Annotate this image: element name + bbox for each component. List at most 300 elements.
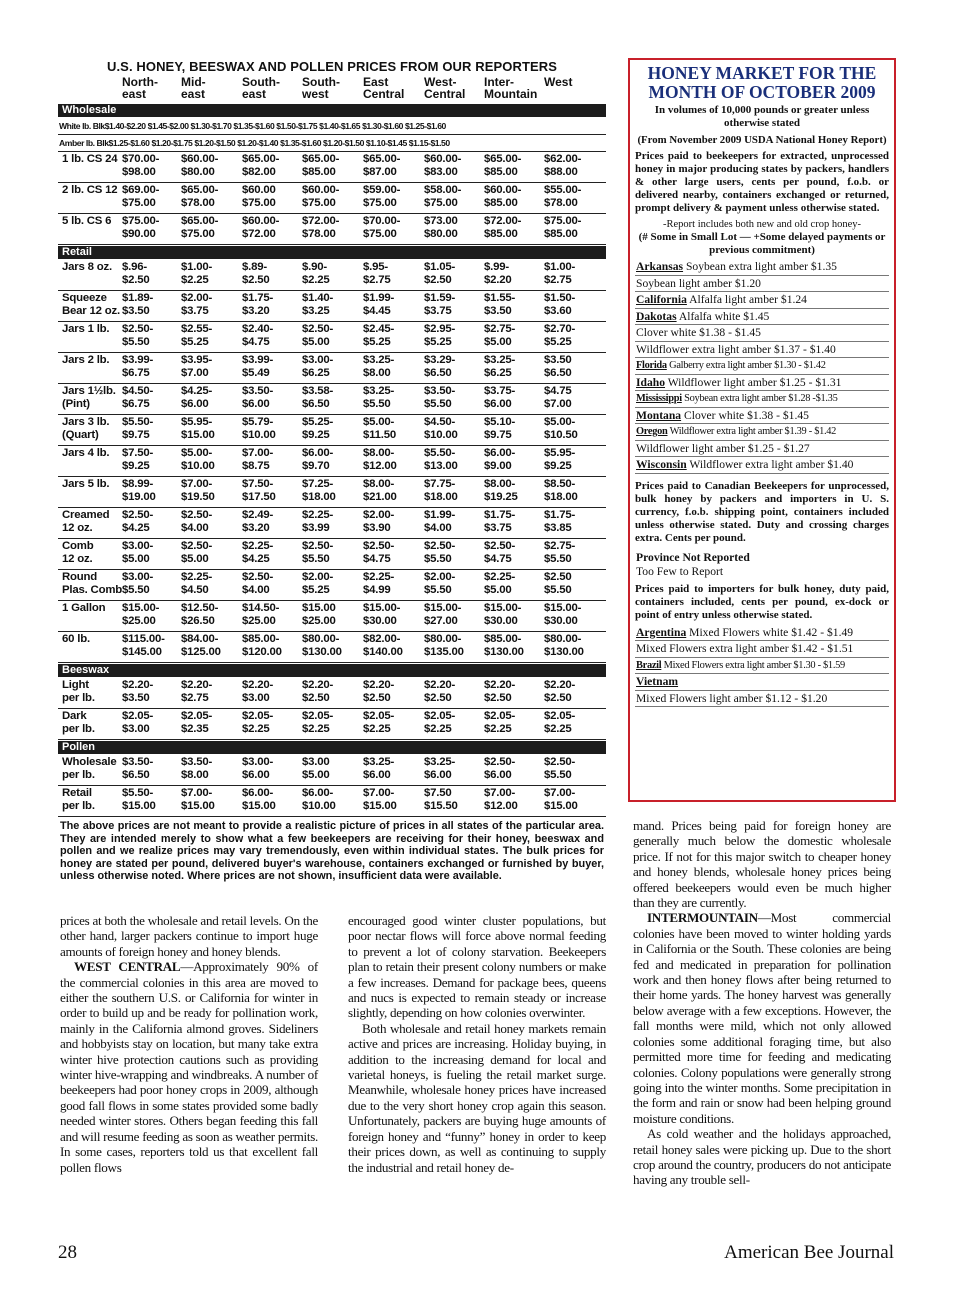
price-high: $2.50 — [122, 273, 150, 286]
price-high: $78.00 — [544, 196, 578, 209]
row-label-line: Jars 2 lb. — [62, 354, 110, 366]
price-low: $8.00- — [363, 478, 395, 490]
price-cell — [363, 679, 394, 704]
row-label-line: Light — [62, 679, 89, 691]
price-high: $4.25 — [122, 521, 150, 534]
row-label — [62, 354, 109, 367]
price-cell — [544, 571, 572, 596]
row-label-line: per lb. — [62, 768, 95, 781]
column-header: Inter- Mountain — [484, 75, 538, 101]
domestic-price-list — [635, 259, 889, 474]
price-high: $130.00 — [302, 645, 342, 658]
price-high: $4.00 — [181, 521, 209, 534]
price-low: $2.05- — [424, 710, 456, 722]
price-high: $6.00 — [484, 768, 512, 781]
region-name: Argentina — [636, 625, 687, 639]
market-price-line — [635, 391, 889, 408]
price-high: $5.49 — [242, 366, 270, 379]
price-cell — [122, 447, 153, 472]
table-column-headers — [58, 75, 606, 103]
price-high: $9.70 — [302, 459, 330, 472]
price-cell — [242, 679, 273, 704]
price-low: $2.55- — [181, 323, 213, 335]
price-high: $6.50 — [302, 397, 330, 410]
region-heading: WEST CENTRAL — [74, 959, 181, 975]
row-label — [62, 153, 117, 166]
price-cell — [484, 478, 518, 503]
price-low: $2.40- — [242, 323, 274, 335]
table-row — [58, 709, 606, 740]
region-name: Montana — [636, 408, 682, 422]
price-cell — [181, 447, 215, 472]
price-cell — [424, 323, 455, 348]
price-high: $2.50 — [544, 691, 572, 704]
price-low: $2.50 — [544, 571, 572, 583]
section-header-pollen: Pollen — [58, 741, 606, 754]
price-low: $2.20- — [484, 679, 516, 691]
table-row — [58, 539, 606, 570]
price-cell — [181, 292, 212, 317]
table-title: U.S. HONEY, BEESWAX AND POLLEN PRICES FROM OUR REPORTERS — [106, 59, 558, 74]
row-label — [62, 478, 109, 491]
column-header: South- west — [302, 75, 340, 101]
price-high: $2.25 — [242, 722, 270, 735]
price-cell — [242, 633, 282, 658]
price-high: $15.00 — [122, 799, 156, 812]
price-low: $2.05- — [122, 710, 154, 722]
import-price-list — [635, 625, 889, 708]
price-low: $2.50- — [484, 540, 516, 552]
price-low: $3.99- — [242, 354, 274, 366]
price-cell — [181, 416, 215, 441]
price-cell — [363, 571, 394, 596]
article-paragraph: Both wholesale and retail honey markets remain active and prices are increasing. Holiday buying, in addition to the increasing demand for local and varietal honeys, is fueling the retail market surge. Meanwhile, wholesale honey prices have increased due to the very short honey crop again this season. Unfortunately, packers are buying huge amounts of foreign honey and “funny” honey in order to keep their prices down, as well as continuing to supply the industrial and retail honey de- — [348, 1020, 606, 1175]
price-cell — [181, 540, 212, 565]
price-low: $7.25- — [302, 478, 334, 490]
column-header: South- east — [242, 75, 280, 101]
price-low: $2.20- — [302, 679, 334, 691]
row-label — [62, 540, 93, 565]
price-high: $98.00 — [122, 165, 156, 178]
price-low: $2.05- — [242, 710, 274, 722]
price-low: $2.00- — [424, 571, 456, 583]
price-cell — [363, 416, 396, 441]
report-source: (From November 2009 USDA National Honey Report) — [637, 134, 887, 146]
price-cell — [484, 153, 521, 178]
price-cell — [181, 323, 212, 348]
price-low: $3.29- — [424, 354, 456, 366]
price-high: $3.50 — [122, 691, 150, 704]
price-high: $5.00 — [302, 335, 330, 348]
market-price-line — [635, 625, 889, 642]
price-low: $2.20- — [181, 679, 213, 691]
price-low: $2.00- — [363, 509, 395, 521]
row-label-line: 2 lb. CS 12 — [62, 184, 118, 196]
price-high: $5.50 — [544, 583, 572, 596]
price-cell — [242, 292, 273, 317]
price-low: $60.00- — [302, 184, 340, 196]
row-label: White lb. Blk — [59, 121, 105, 131]
price-high: $3.50 — [122, 304, 150, 317]
price-low: $7.00- — [181, 787, 213, 799]
price-cell — [122, 215, 159, 240]
price-high: $10.00 — [424, 428, 458, 441]
price-high: $90.00 — [122, 227, 156, 240]
price-cell — [181, 679, 212, 704]
price-low: $4.50- — [424, 416, 456, 428]
region-name: Idaho — [636, 375, 666, 389]
price-cell — [302, 710, 333, 735]
price-cell — [424, 416, 458, 441]
price-text: Wildflower extra light amber $1.40 — [686, 458, 854, 471]
price-cell — [122, 292, 153, 317]
price-low: $2.50- — [363, 540, 395, 552]
price-high: $15.00 — [363, 799, 397, 812]
price-low: $15.00- — [544, 602, 582, 614]
price-low: $80.00- — [424, 633, 462, 645]
price-low: $2.20- — [424, 679, 456, 691]
price-high: $5.00 — [302, 768, 330, 781]
price-high: $75.00 — [181, 227, 215, 240]
price-low: $60.00- — [424, 153, 462, 165]
table-row — [58, 118, 606, 135]
price-cell — [302, 184, 339, 209]
volume-note: In volumes of 10,000 pounds or greater unless otherwise stated — [654, 104, 870, 129]
price-cell — [181, 509, 212, 534]
price-cell — [544, 540, 575, 565]
row-label-line: Jars 8 oz. — [62, 261, 112, 273]
price-low: $2.00- — [302, 571, 334, 583]
price-cell — [242, 540, 273, 565]
price-cell — [484, 540, 515, 565]
price-low: $5.50- — [122, 416, 154, 428]
price-cell — [242, 602, 279, 627]
price-low: $60.00- — [242, 215, 280, 227]
article-paragraph: prices at both the wholesale and retail levels. On the other hand, larger packers continue to import huge amounts of foreign honey and honey blends. — [60, 913, 318, 959]
price-high: $9.25 — [544, 459, 572, 472]
price-low: $58.00- — [424, 184, 462, 196]
price-high: $80.00 — [424, 227, 458, 240]
price-cell: $1.40-$1.65 — [319, 121, 361, 131]
price-cell — [424, 261, 455, 286]
price-high: $75.00 — [424, 196, 458, 209]
article-column-2 — [348, 913, 606, 1175]
price-high: $7.00 — [181, 366, 209, 379]
price-low: $3.95- — [181, 354, 213, 366]
price-text: Galberry extra light amber $1.30 - $1.42 — [666, 360, 826, 371]
price-high: $6.00 — [363, 768, 391, 781]
price-cell — [181, 710, 212, 735]
price-text: Mixed Flowers light amber $1.12 - $1.20 — [636, 691, 828, 705]
price-low: $5.00- — [544, 416, 576, 428]
price-high: $5.25 — [424, 335, 452, 348]
price-cell — [181, 184, 218, 209]
price-cell: $1.20-$1.75 — [151, 138, 193, 148]
table-footnote: The above prices are not meant to provide a realistic picture of prices in all states of the particular area. They are intended merely to show what a few beekeepers are receiving for their honey, beeswax and pollen and we realize prices may vary tremendously, even within individual states. The bulk prices for honey are stated per pound, delivered buyer's warehouse, containers exchanged or furnished by buyer, unless otherwise noted. Where prices are not shown, insufficient data were available. — [60, 820, 604, 883]
price-cell — [181, 215, 218, 240]
price-text: Mixed Flowers extra light amber $1.42 - $1.51 — [636, 642, 854, 655]
price-cell — [242, 447, 273, 472]
price-text: Soybean extra light amber $1.28 -$1.35 — [681, 393, 838, 404]
price-low: $2.50- — [181, 509, 213, 521]
price-high: $72.00 — [242, 227, 276, 240]
price-cell: $1.15-$1.50 — [408, 138, 450, 148]
price-low: $2.25- — [363, 571, 395, 583]
price-low: $70.00- — [363, 215, 401, 227]
price-high: $3.50 — [484, 304, 512, 317]
row-label-line: 1 lb. CS 24 — [62, 153, 118, 165]
price-high: $2.35 — [181, 722, 209, 735]
price-low: $65.00- — [302, 153, 340, 165]
price-high: $5.25 — [181, 335, 209, 348]
row-label-line: Jars 1½lb. — [62, 385, 116, 397]
price-low: $2.00- — [181, 292, 213, 304]
price-cell — [302, 633, 342, 658]
article-column-1 — [60, 913, 318, 1175]
price-high: $9.25 — [122, 459, 150, 472]
price-low: $7.00- — [242, 447, 274, 459]
price-low: $60.00- — [484, 184, 522, 196]
price-cell — [302, 416, 333, 441]
price-low: $82.00- — [363, 633, 401, 645]
price-low: $2.50- — [484, 756, 516, 768]
price-low: $60.00 — [242, 184, 276, 196]
price-cell — [484, 710, 515, 735]
price-low: $2.50- — [544, 756, 576, 768]
market-price-line — [635, 441, 889, 458]
row-label — [62, 602, 105, 615]
price-low: $15.00 — [302, 602, 336, 614]
price-high: $75.00 — [302, 196, 336, 209]
price-cell — [484, 292, 515, 317]
price-cell — [181, 261, 212, 286]
price-cell: $1.35-$1.60 — [280, 138, 322, 148]
price-cell: $1.20-$1.50 — [194, 138, 236, 148]
price-low: $80.00- — [302, 633, 340, 645]
price-low: $70.00- — [122, 153, 160, 165]
price-high: $3.75 — [424, 304, 452, 317]
price-low: $2.50- — [302, 323, 334, 335]
price-high: $5.25 — [363, 335, 391, 348]
market-price-line — [635, 457, 889, 474]
table-row — [58, 291, 606, 322]
row-label — [62, 633, 90, 646]
price-cell — [544, 509, 575, 534]
price-cell — [122, 787, 156, 812]
price-high: $4.00 — [242, 583, 270, 596]
price-low: $3.58- — [302, 385, 334, 397]
price-cell — [122, 184, 159, 209]
price-cell — [242, 416, 276, 441]
price-low: $2.45- — [363, 323, 395, 335]
price-high: $2.25 — [424, 722, 452, 735]
price-low: $1.75- — [484, 509, 516, 521]
price-cell — [122, 261, 150, 286]
price-cell — [484, 261, 512, 286]
market-price-line — [635, 375, 889, 392]
price-high: $2.25 — [544, 722, 572, 735]
price-cell — [181, 787, 215, 812]
price-cell — [484, 354, 515, 379]
market-price-line — [635, 342, 889, 359]
price-high: $12.00 — [484, 799, 518, 812]
price-low: $75.00- — [544, 215, 582, 227]
market-price-line — [635, 325, 889, 342]
price-low: $2.20- — [363, 679, 395, 691]
price-low: $15.00- — [424, 602, 462, 614]
price-high: $78.00 — [181, 196, 215, 209]
price-high: $8.00 — [363, 366, 391, 379]
price-low: $5.95- — [181, 416, 213, 428]
price-high: $4.99 — [363, 583, 391, 596]
row-label — [62, 756, 117, 781]
table-row — [58, 786, 606, 817]
price-low: $8.00- — [363, 447, 395, 459]
price-high: $6.00 — [484, 397, 512, 410]
price-high: $27.00 — [424, 614, 458, 627]
price-cell: $1.20-$1.50 — [323, 138, 364, 148]
price-low: $1.00- — [544, 261, 576, 273]
price-cell — [484, 416, 515, 441]
price-low: $6.00- — [242, 787, 274, 799]
price-high: $19.25 — [484, 490, 518, 503]
price-cell: $1.10-$1.45 — [365, 138, 407, 148]
price-low: $4.50- — [122, 385, 154, 397]
price-high: $2.25 — [302, 722, 330, 735]
price-high: $3.99 — [302, 521, 330, 534]
price-cell — [424, 385, 455, 410]
price-low: $1.50- — [544, 292, 576, 304]
price-cell — [424, 215, 458, 240]
price-low: $2.50- — [181, 540, 213, 552]
price-low: $1.75- — [242, 292, 274, 304]
row-label-line: (Quart) — [62, 428, 99, 441]
price-cell — [122, 509, 153, 534]
price-low: $1.55- — [484, 292, 516, 304]
price-low: $.99- — [484, 261, 509, 273]
province-title: Province Not Reported — [636, 550, 750, 564]
price-high: $26.50 — [181, 614, 215, 627]
canada-intro: Prices paid to Canadian Beekeepers for unprocessed, bulk honey by packers and importers in U. S. currency, f.o.b. shipping point, containers included unless otherwise stated. Duty and crossing charges extra. Cents per pound. — [635, 479, 889, 544]
price-cell — [181, 602, 218, 627]
price-cell: $1.25-$1.60 — [108, 138, 150, 148]
price-high: $3.00 — [242, 691, 270, 704]
price-high: $15.00 — [181, 428, 215, 441]
price-cell — [484, 184, 521, 209]
price-low: $84.00- — [181, 633, 219, 645]
price-cell — [544, 756, 575, 781]
price-high: $8.75 — [242, 459, 270, 472]
price-high: $4.75 — [484, 552, 512, 565]
table-row — [58, 183, 606, 214]
price-cell — [122, 540, 153, 565]
price-low: $8.50- — [544, 478, 576, 490]
price-cell — [544, 679, 575, 704]
price-high: $15.00 — [544, 799, 578, 812]
article-paragraph: encouraged good winter cluster populations, but poor nectar flows will force above normal feeding to prevent a lot of colony starvation. Beekeepers plan to retain their present colony numbers or make a few increases. Demand for package bees, queens and nucs is expected to remain steady or increase slightly, depending on how colonies overwinter. — [348, 913, 606, 1021]
price-cell — [242, 354, 273, 379]
section-header-beeswax: Beeswax — [58, 664, 606, 677]
price-text: Alfalfa light amber $1.24 — [686, 293, 807, 306]
price-high: $75.00 — [363, 227, 397, 240]
row-label-line: Retail — [62, 787, 92, 799]
price-high: $15.50 — [424, 799, 458, 812]
price-cell — [122, 385, 153, 410]
price-low: $5.50- — [122, 787, 154, 799]
row-label — [62, 416, 109, 441]
price-low: $7.00- — [181, 478, 213, 490]
price-cell — [302, 323, 333, 348]
price-text: Wildflower light amber $1.25 - $1.27 — [636, 441, 810, 455]
price-cell — [363, 184, 400, 209]
price-low: $5.79- — [242, 416, 274, 428]
price-high: $4.75 — [363, 552, 391, 565]
price-cell — [363, 261, 391, 286]
price-high: $4.75 — [242, 335, 270, 348]
price-cell — [424, 571, 455, 596]
price-high: $30.00 — [484, 614, 518, 627]
price-cell — [484, 787, 518, 812]
price-high: $3.60 — [544, 304, 572, 317]
price-low: $2.25- — [181, 571, 213, 583]
price-low: $2.05- — [181, 710, 213, 722]
price-low: $2.05- — [302, 710, 334, 722]
price-cell — [484, 323, 515, 348]
price-high: $5.00 — [181, 552, 209, 565]
price-cell — [242, 571, 273, 596]
price-high: $82.00 — [242, 165, 276, 178]
region-name: Mississippi — [636, 393, 682, 404]
article-text: —Most commercial colonies have been moved to winter holding yards in California or the South. These colonies are being fed and medicated in preparation for pollination work and then honey flows after being returned to their home yards. The honey harvest was generally below average with a few exceptions. However, the fall months were mild, which not only allowed colonies some additional foraging time, but also permitted more time for feeding and medicating colonies. Colony populations were generally strong going into the winter months. Some precipitation in the form and rain or snow had been helping ground moisture conditions. — [633, 910, 891, 1126]
price-low: $3.00- — [302, 354, 334, 366]
price-low: $3.00- — [122, 571, 154, 583]
price-low: $2.49- — [242, 509, 274, 521]
price-low: $2.75- — [544, 540, 576, 552]
price-low: $5.10- — [484, 416, 516, 428]
row-label-line: Jars 5 lb. — [62, 478, 110, 490]
article-text: —Approximately 90% of the commercial colonies in this area are moved to either the southern U.S. or California for winter in order to build up and be ready for pollination work, mainly in the California almond groves. Sideliners and hobbyists stay on location, but many take extra winter hive protection cautions such as providing winter hive-wrapping and windbreaks. A number of beekeepers had poor honey crops in 2009, although good fall flows in some states provided some badly needed winter stores. Others began feeding this fall and will resume feeding as soon as weather permits. In some cases, reporters told us that excellent fall pollen flows — [60, 959, 318, 1175]
price-table — [58, 58, 606, 883]
price-cell — [424, 184, 461, 209]
table-row — [58, 477, 606, 508]
price-high: $25.00 — [122, 614, 156, 627]
price-cell — [544, 633, 584, 658]
price-cell — [302, 385, 333, 410]
price-high: $5.50 — [544, 552, 572, 565]
table-row — [58, 260, 606, 291]
price-high: $85.00 — [544, 227, 578, 240]
price-high: $9.75 — [122, 428, 150, 441]
price-high: $3.20 — [242, 304, 270, 317]
row-label — [62, 710, 95, 735]
price-low: $65.00- — [242, 153, 280, 165]
price-low: $3.25- — [424, 756, 456, 768]
price-cell — [424, 679, 455, 704]
price-high: $6.50 — [544, 366, 572, 379]
price-high: $18.00 — [424, 490, 458, 503]
price-cell — [363, 153, 400, 178]
row-label-line: Jars 4 lb. — [62, 447, 110, 459]
table-row — [58, 384, 606, 415]
price-high: $3.00 — [122, 722, 150, 735]
price-low: $115.00- — [122, 633, 165, 645]
price-low: $3.50- — [122, 756, 154, 768]
price-cell — [424, 354, 455, 379]
price-cell — [544, 354, 572, 379]
price-high: $5.50 — [544, 768, 572, 781]
price-text: Wildflower extra light amber $1.39 - $1.42 — [667, 426, 837, 437]
price-cell — [424, 633, 464, 658]
